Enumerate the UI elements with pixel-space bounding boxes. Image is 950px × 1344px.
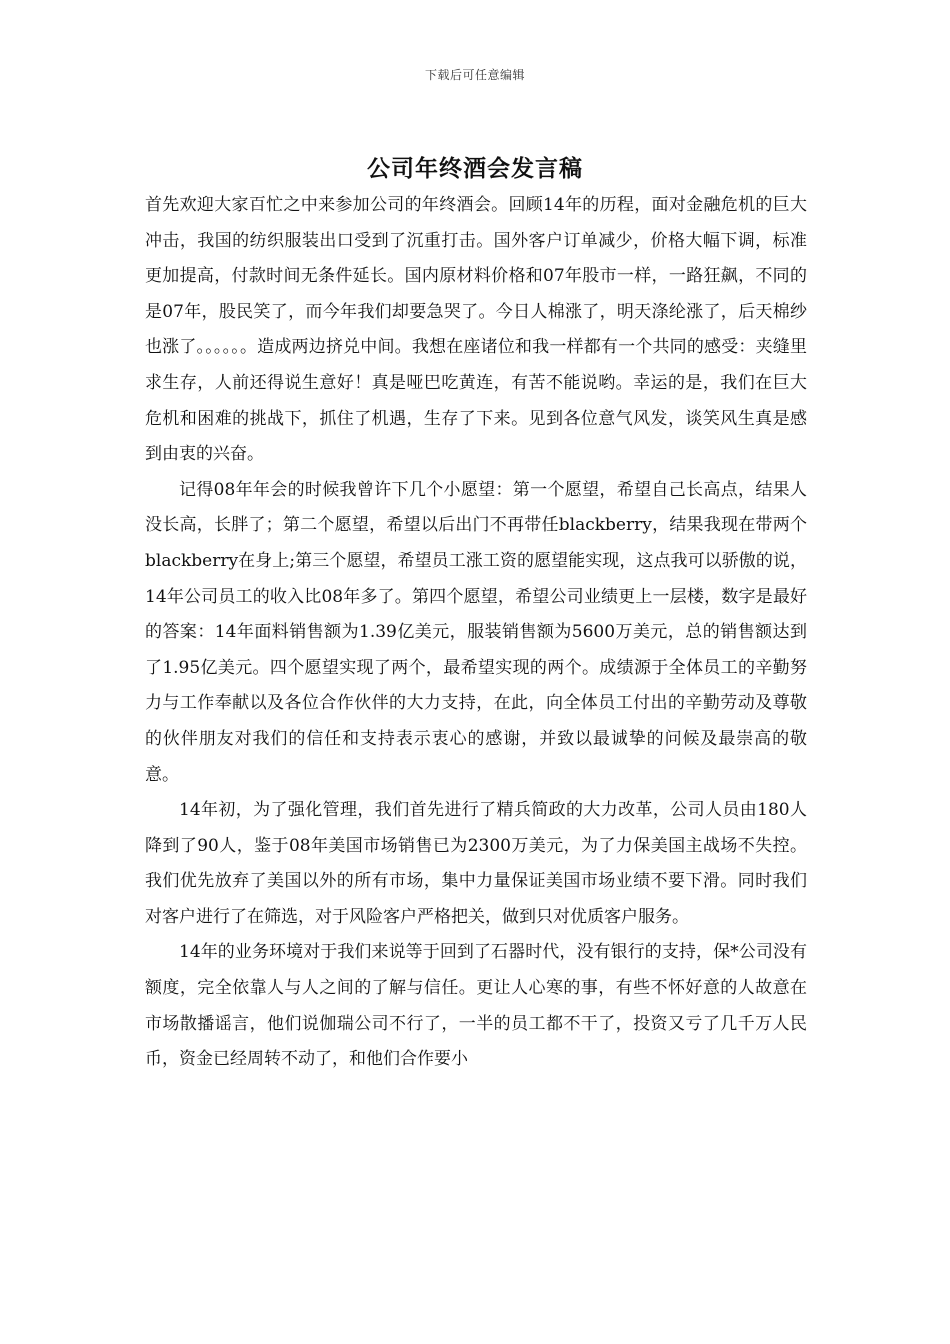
- paragraph-environment: 14年的业务环境对于我们来说等于回到了石器时代，没有银行的支持，保*公司没有额度，完全依靠人与人之间的了解与信任。更让人心寒的事，有些不怀好意的人故意在市场散播谣言，他们说伽瑞公司不行了，一半的员工都不干了，投资又亏了几千万人民币，资金已经周转不动了，和他们合作要小: [145, 942, 807, 1070]
- document-body: [145, 188, 807, 1078]
- document-title: 公司年终酒会发言稿: [367, 155, 583, 182]
- paragraph-wishes: 记得08年年会的时候我曾许下几个小愿望：第一个愿望，希望自己长高点，结果人没长高，长胖了；第二个愿望，希望以后出门不再带任blackberry，结果我现在带两个blackberry在身上;第三个愿望，希望员工涨工资的愿望能实现，这点我可以骄傲的说，14年公司员工的收入比08年多了。第四个愿望，希望公司业绩更上一层楼，数字是最好的答案：14年面料销售额为1.39亿美元，服装销售额为5600万美元，总的销售额达到了1.95亿美元。四个愿望实现了两个，最希望实现的两个。成绩源于全体员工的辛勤努力与工作奉献以及各位合作伙伴的大力支持，在此，向全体员工付出的辛勤劳动及尊敬的伙伴朋友对我们的信任和支持表示衷心的感谢，并致以最诚挚的问候及最崇高的敬意。: [145, 479, 807, 785]
- header-note: 下载后可任意编辑: [424, 68, 525, 82]
- paragraph-opening: 首先欢迎大家百忙之中来参加公司的年终酒会。回顾14年的历程，面对金融危机的巨大冲击，我国的纺织服装出口受到了沉重打击。国外客户订单减少，价格大幅下调，标准更加提高，付款时间无条件延长。国内原材料价格和07年股市一样，一路狂飙，不同的是07年，股民笑了，而今年我们却要急哭了。今日人棉涨了，明天涤纶涨了，后天棉纱也涨了。。。。。。造成两边挤兑中间。我想在座诸位和我一样都有一个共同的感受：夹缝里求生存，人前还得说生意好！真是哑巴吃黄连，有苦不能说哟。幸运的是，我们在巨大危机和困难的挑战下，抓住了机遇，生存了下来。见到各位意气风发，谈笑风生真是感到由衷的兴奋。: [145, 195, 807, 465]
- paragraph-reform: 14年初，为了强化管理，我们首先进行了精兵简政的大力改革，公司人员由180人降到了90人，鉴于08年美国市场销售已为2300万美元，为了力保美国主战场不失控。我们优先放弃了美国以外的所有市场，集中力量保证美国市场业绩不要下滑。同时我们对客户进行了在筛选，对于风险客户严格把关，做到只对优质客户服务。: [145, 800, 807, 927]
